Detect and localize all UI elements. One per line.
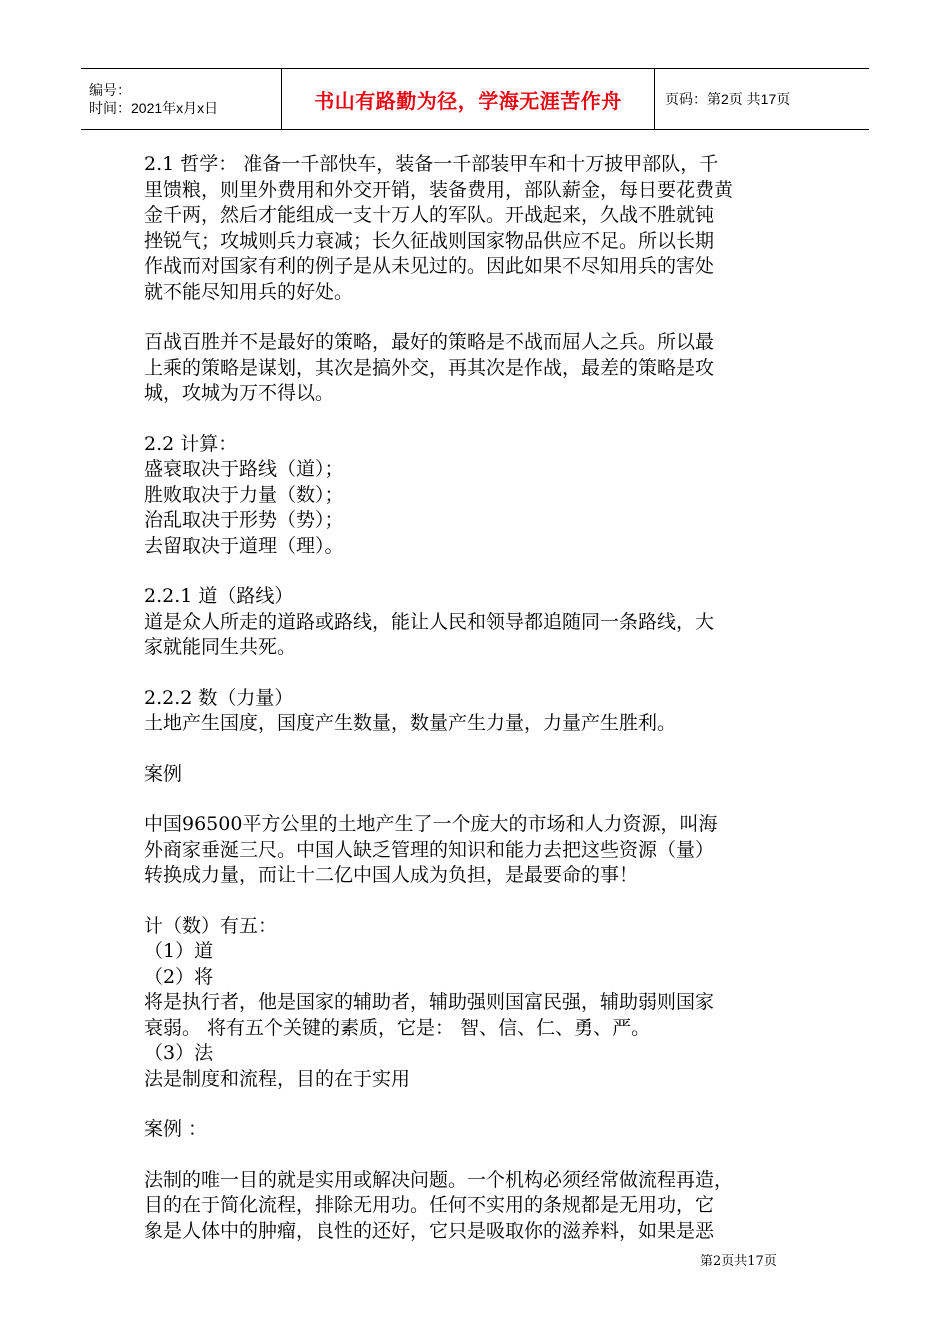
motto-text: 书山有路勤为径，学海无涯苦作舟	[314, 88, 622, 113]
page-footer: 第2页共17页	[700, 1254, 777, 1269]
paragraph	[144, 1117, 814, 1143]
text-line: 胜败取决于力量（数）；	[144, 483, 344, 506]
text-line: 将是执行者，他是国家的辅助者，辅助强则国富民强，辅助弱则国家	[144, 991, 715, 1013]
text-line: 案例 ：	[144, 1118, 208, 1140]
header-left-cell	[81, 69, 282, 129]
text-line: 目的在于简化流程，排除无用功。任何不实用的条规都是无用功，它	[144, 1194, 715, 1216]
text-line: （2）将	[144, 965, 214, 988]
text-line: 中国96500平方公里的土地产生了一个庞大的市场和人力资源，叫海	[144, 813, 718, 835]
text-line: 家就能同生共死。	[144, 636, 297, 658]
paragraph	[144, 584, 814, 661]
text-line: 计（数）有五：	[144, 914, 278, 937]
text-line: 上乘的策略是谋划，其次是搞外交，再其次是作战，最差的策略是攻	[144, 356, 715, 379]
text-line: 挫锐气；攻城则兵力衰减；长久征战则国家物品供应不足。所以长期	[144, 229, 715, 252]
text-line: （3）法	[144, 1042, 214, 1064]
text-line: 2.1 哲学： 准备一千部快车，装备一千部装甲车和十万披甲部队，千	[144, 153, 719, 175]
text-line: 去留取决于道理（理）。	[144, 534, 344, 557]
text-line: 法制的唯一目的就是实用或解决问题。一个机构必须经常做流程再造，	[144, 1168, 734, 1191]
text-line: 2.2.2 数（力量）	[144, 686, 294, 709]
text-line: 案例	[144, 762, 183, 785]
text-line: 治乱取决于形势（势）；	[144, 509, 344, 531]
text-line: 法是制度和流程，目的在于实用	[144, 1067, 411, 1090]
paragraph	[144, 686, 814, 737]
paragraph	[144, 1168, 814, 1245]
text-line: （1）道	[144, 940, 214, 962]
paragraph	[144, 812, 814, 889]
text-line: 2.2.1 道（路线）	[144, 585, 294, 607]
text-line: 土地产生国度，国度产生数量，数量产生力量，力量产生胜利。	[144, 712, 677, 734]
text-line: 里馈粮，则里外费用和外交开销，装备费用，部队薪金，每日要花费黄	[144, 178, 734, 201]
text-line: 就不能尽知用兵的好处。	[144, 280, 354, 303]
text-line: 道是众人所走的道路或路线，能让人民和领导都追随同一条路线，大	[144, 610, 715, 633]
text-line: 盛衰取决于路线（道）；	[144, 458, 344, 480]
text-line: 金千两，然后才能组成一支十万人的军队。开战起来，久战不胜就钝	[144, 204, 715, 226]
paragraph	[144, 330, 814, 407]
paragraph	[144, 152, 814, 305]
text-line: 百战百胜并不是最好的策略，最好的策略是不战而屈人之兵。所以最	[144, 331, 715, 353]
text-line: 城，攻城为万不得以。	[144, 382, 335, 404]
text-line: 作战而对国家有利的例子是从未见过的。因此如果不尽知用兵的害处	[144, 255, 715, 277]
page-header	[81, 68, 869, 130]
text-line: 2.2 计算：	[144, 432, 238, 455]
date-label: 时间：2021年x月x日	[89, 100, 219, 116]
header-page-cell	[655, 69, 869, 129]
text-line: 衰弱。 将有五个关键的素质，它是： 智、信、仁、勇、严。	[144, 1016, 651, 1039]
paragraph	[144, 432, 814, 560]
header-page-info: 页码：第2页 共17页	[665, 91, 791, 107]
document-body	[144, 152, 814, 1269]
paragraph	[144, 914, 814, 1093]
header-motto-cell	[282, 69, 655, 129]
text-line: 外商家垂涎三尺。中国人缺乏管理的知识和能力去把这些资源（量）	[144, 838, 715, 861]
text-line: 象是人体中的肿瘤，良性的还好，它只是吸取你的滋养料，如果是恶	[144, 1219, 715, 1242]
text-line: 转换成力量，而让十二亿中国人成为负担，是最要命的事！	[144, 864, 639, 886]
number-label: 编号：	[89, 82, 131, 98]
paragraph	[144, 762, 814, 788]
